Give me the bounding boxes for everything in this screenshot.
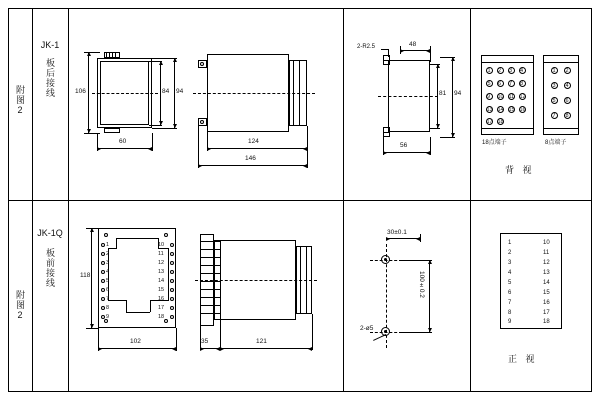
row1-model-label: JK-1 bbox=[40, 40, 60, 50]
row1-dimline-124 bbox=[207, 148, 307, 149]
row1-cutout-tab-bottom bbox=[383, 127, 390, 137]
row2-dimline-100 bbox=[429, 260, 430, 332]
row2-dimline-118 bbox=[91, 228, 92, 328]
row1-dim-48: 48 bbox=[409, 41, 417, 48]
frame-bottom bbox=[8, 391, 592, 392]
row1-dim-94b: 94 bbox=[454, 90, 462, 97]
row1-dim-56: 56 bbox=[400, 142, 408, 149]
row2-dimline-30 bbox=[386, 238, 420, 239]
row1-dim-106: 106 bbox=[75, 88, 86, 95]
row1-dim-124: 124 bbox=[248, 138, 259, 145]
row1-dimline-146 bbox=[198, 165, 307, 166]
frame-col4 bbox=[470, 8, 471, 392]
row1-caption-8: 8点端子 bbox=[545, 140, 567, 146]
row2-hole-note: 2-ø5 bbox=[360, 325, 374, 332]
row1-mount-label: 板后接线 bbox=[45, 58, 55, 98]
row1-dim-81: 81 bbox=[439, 90, 447, 97]
row2-dim-35: 35 bbox=[201, 338, 209, 345]
row1-front-bottom-tab bbox=[104, 128, 120, 133]
row1-dimline-56 bbox=[383, 152, 430, 153]
row2-dimline-102 bbox=[98, 348, 176, 349]
row2-front-body bbox=[98, 228, 176, 328]
row1-view-label: 背 视 bbox=[505, 165, 535, 175]
row1-dimline-106 bbox=[88, 52, 89, 133]
row2-dimline-121 bbox=[220, 348, 312, 349]
row2-view-label: 正 视 bbox=[508, 354, 538, 364]
row1-dim-84: 84 bbox=[162, 88, 170, 95]
drawing-sheet: 附图2 JK-1 板后接线 106 84 94 60 124 146 2-R2.5 48 81 94 56 1 2 3 4 5 6 7 8 9 10 11 12 13 14 15 16 17 18 18点端子 1 2 3 4 5 6 7 8 8点端子 背 视 附图2 JK-1Q 板前接线 1 2 3 4 5 6 7 8 9 10 11 12 13 14 15 16 17 18 118 102 35 121 30±0.1 100±0.2 2-ø5 1 2 3 4 5 6 7 8 9 10 11 12 13 14 15 16 17 18 正 视 bbox=[0, 0, 600, 400]
frame-top bbox=[8, 8, 592, 9]
row1-dimline-81 bbox=[437, 64, 438, 128]
row2-model-label: JK-1Q bbox=[37, 228, 63, 238]
row1-dimline-84 bbox=[160, 61, 161, 125]
row2-dim-30: 30±0.1 bbox=[387, 229, 407, 236]
row2-dim-118: 118 bbox=[80, 272, 91, 279]
row1-dimline-94b bbox=[452, 57, 453, 137]
row1-caption-18: 18点端子 bbox=[482, 140, 507, 146]
frame-middle bbox=[8, 200, 592, 201]
row2-figure-label: 附图2 bbox=[15, 290, 25, 321]
row1-figure-label: 附图2 bbox=[15, 85, 25, 116]
row2-dim-100: 100±0.2 bbox=[418, 271, 425, 298]
frame-col3 bbox=[343, 8, 344, 392]
row1-dimline-60 bbox=[97, 148, 152, 149]
row1-dim-60: 60 bbox=[119, 138, 127, 145]
row2-mount-label: 板前接线 bbox=[45, 248, 55, 288]
row1-note-2r25: 2-R2.5 bbox=[357, 44, 376, 50]
frame-col1 bbox=[32, 8, 33, 392]
row1-dim-94: 94 bbox=[176, 88, 184, 95]
row1-dim-146: 146 bbox=[245, 155, 256, 162]
row1-terminal-8 bbox=[543, 55, 579, 135]
frame-col2 bbox=[68, 8, 69, 392]
row2-dim-121: 121 bbox=[256, 338, 267, 345]
row1-dimline-94 bbox=[174, 58, 175, 128]
row2-dim-102: 102 bbox=[130, 338, 141, 345]
